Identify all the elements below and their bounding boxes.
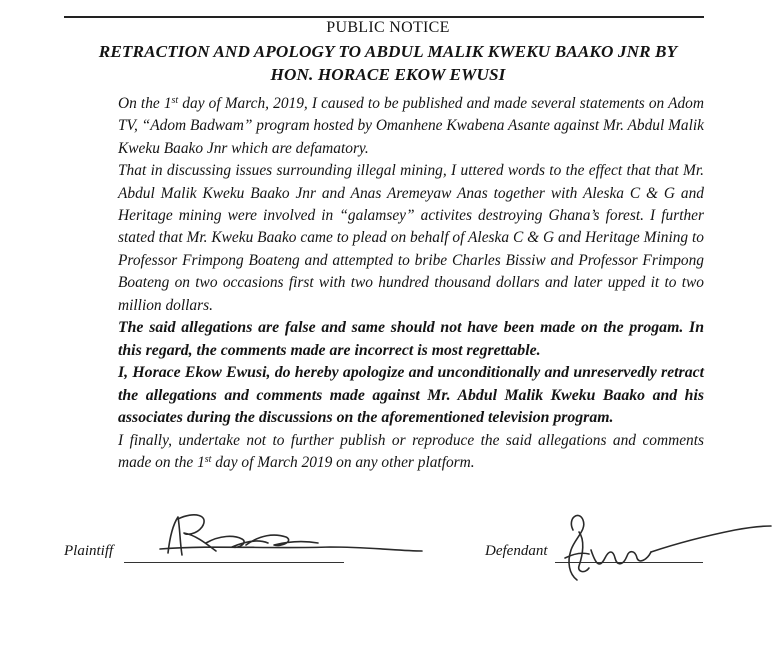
defendant-signature (555, 510, 775, 590)
top-rule (64, 16, 704, 18)
notice-label: PUBLIC NOTICE (326, 19, 450, 36)
notice-body (118, 93, 704, 475)
plaintiff-label: Plaintiff (64, 543, 114, 559)
paragraph-false-allegations: The said allegations are false and same should not have been made on the progam. In this regard, the comments made are incorrect is most regrettable. (118, 319, 704, 359)
plaintiff-signature (150, 505, 430, 575)
defendant-label: Defendant (485, 543, 548, 559)
paragraph-apology: I, Horace Ekow Ewusi, do hereby apologize and unconditionally and unreservedly retract the allegations and comments made against Mr. Abdul Malik Kweku Baako and his associates during the discussions on the aforementioned television program. (118, 364, 704, 427)
notice-title-line-2: HON. HORACE EKOW EWUSI (270, 65, 506, 84)
paragraph-statement: On the 1st day of March, 2019, I caused to be published and made several statements on Adom TV, “Adom Badwam” program hosted by Omanhene Kwabena Asante against Mr. Abdul Malik Kweku Baako Jnr which are defamatory. (118, 95, 704, 157)
paragraph-allegations: That in discussing issues surrounding illegal mining, I uttered words to the effect that that Mr. Abdul Malik Kweku Baako Jnr and Anas Aremeyaw Anas together with Aleska C & G and Heritage mining were involved in “galamsey” activites destroying Ghana’s forest. I further stated that Mr. Kweku Baako came to plead on behalf of Aleska C & G and Heritage Mining to Professor Frimpong Boateng and attempted to bribe Charles Bissiw and Professor Frimpong Boateng on two occasions first with two hundred thousand dollars and later upped it to two million dollars. (118, 162, 704, 314)
notice-title-line-1: RETRACTION AND APOLOGY TO ABDUL MALIK KWEKU BAAKO JNR BY (98, 42, 678, 61)
paragraph-undertaking: I finally, undertake not to further publish or reproduce the said allegations and comments made on the 1st day of March 2019 on any other platform. (118, 432, 704, 472)
